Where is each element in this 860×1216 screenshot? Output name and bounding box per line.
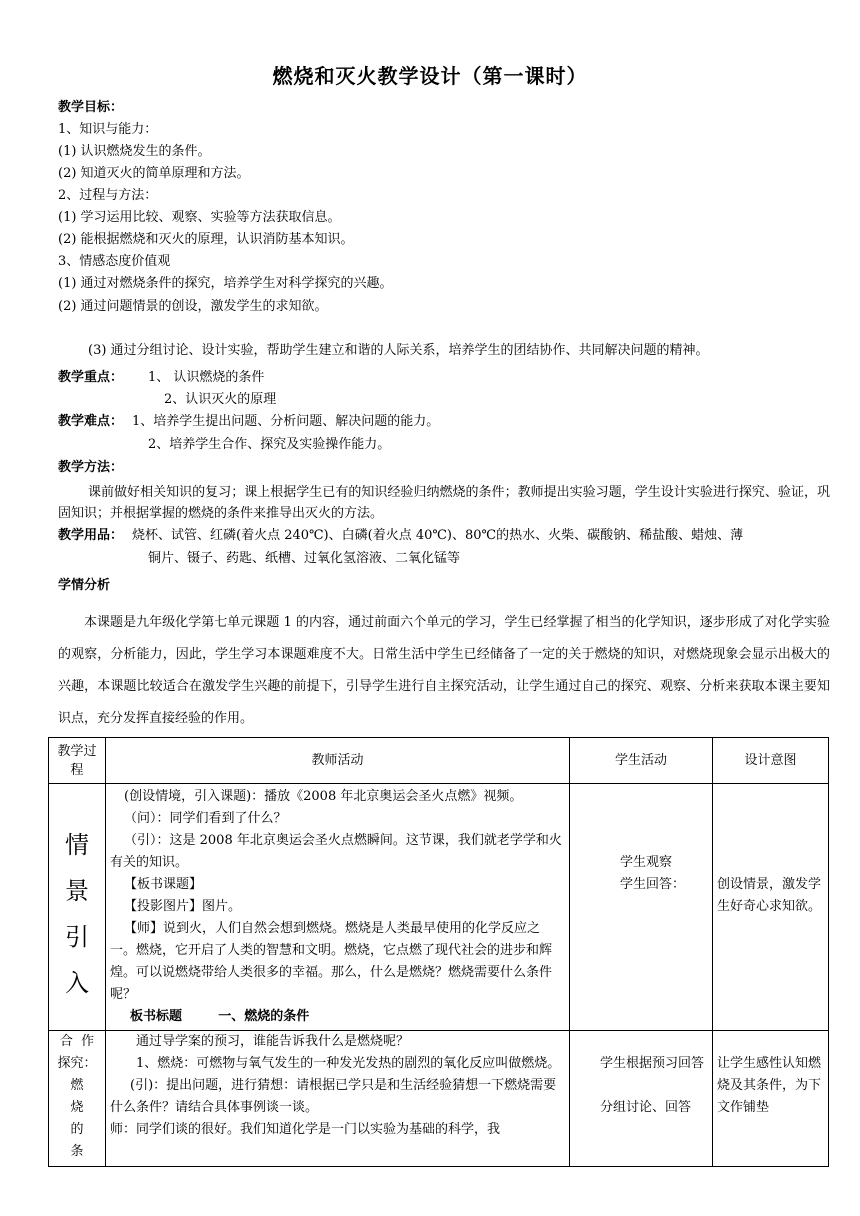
analysis-label: 学情分析 — [58, 578, 111, 593]
student-activity-cell — [570, 1031, 713, 1167]
intent-cell — [713, 1031, 829, 1167]
process-cell — [49, 784, 106, 1031]
difficulty-label: 教学难点： — [58, 414, 124, 429]
student-text: 学生观察 — [620, 855, 673, 870]
student-text: 分组讨论、回答 — [600, 1100, 692, 1115]
student-text: 学生根据预习回答 — [600, 1056, 705, 1071]
objective-line: (1) 认识燃烧发生的条件。 — [58, 144, 211, 159]
objective-line: 2、过程与方法： — [58, 188, 158, 203]
document-title: 燃烧和灭火教学设计（第一课时） — [272, 64, 588, 88]
objectives-label: 教学目标： — [58, 100, 124, 115]
objective-line: 3、情感态度价值观 — [58, 254, 171, 269]
process-char: 情 — [65, 831, 89, 859]
process-text: 合 作 — [59, 1034, 95, 1049]
process-text: 条 — [70, 1144, 84, 1159]
student-text: 学生回答： — [620, 877, 686, 892]
table-row — [49, 784, 829, 1031]
objective-line: 1、知识与能力： — [58, 122, 158, 137]
method-text: 课前做好相关知识的复习；课上根据学生已有的知识经验归纳燃烧的条件；教师提出实验习题，学生设计实验进行探究、验证，巩固知识；并根据掌握的燃烧的条件来推导出灭火的方法。 — [58, 485, 830, 521]
process-text: 燃 — [70, 1078, 84, 1093]
key-points-label: 教学重点： — [58, 370, 124, 385]
process-text: 探究： — [57, 1056, 97, 1071]
process-char: 景 — [65, 877, 89, 905]
teacher-activity-cell — [106, 784, 570, 1031]
teacher-text: （问）：同学们看到了什么？ — [124, 811, 287, 826]
teacher-text: （引）：这是 2008 年北京奥运会圣火点燃瞬间。这节课，我们就老学学和火有关的知识。 — [110, 833, 562, 870]
process-text: 烧 — [70, 1100, 84, 1115]
teacher-text: 1、燃烧：可燃物与氧气发生的一种发光发热的剧烈的氧化反应叫做燃烧。 — [136, 1056, 561, 1071]
objective-line: (2) 能根据燃烧和灭火的原理，认识消防基本知识。 — [58, 232, 354, 247]
teacher-text: 【板书课题】 — [124, 877, 203, 892]
objective-line: (2) 知道灭火的简单原理和方法。 — [58, 166, 250, 181]
key-point-2: 2、认识灭火的原理 — [164, 392, 277, 407]
difficulty-2: 2、培养学生合作、探究及实验操作能力。 — [148, 437, 391, 452]
tools-line-2: 铜片、镊子、药匙、纸槽、过氧化氢溶液、二氧化锰等 — [148, 551, 461, 566]
process-char: 引 — [65, 923, 89, 951]
objective-line: (1) 通过对燃烧条件的探究，培养学生对科学探究的兴趣。 — [58, 276, 393, 291]
teacher-activity-cell — [106, 1031, 570, 1167]
process-char: 入 — [65, 969, 89, 997]
analysis-text: 本课题是九年级化学第七单元课题 1 的内容，通过前面六个单元的学习，学生已经掌握了相当的化学知识，逐步形成了对化学实验的观察，分析能力，因此，学生学习本课题难度不大。日常生活中学生已经储备了一定的关于燃烧的知识，对燃烧现象会显示出极大的兴趣，本课题比较适合在激发学生兴趣的前提下，引导学生进行自主探究活动，让学生通过自己的探究、观察、分析来获取本课主要知识点，充分发挥直接经验的作用。 — [58, 615, 830, 726]
header-intent: 设计意图 — [713, 738, 829, 784]
table-row — [49, 1031, 829, 1167]
tools-line-1: 烧杯、试管、红磷(着火点 240℃)、白磷(着火点 40℃)、80℃的热水、火柴、碳酸钠、稀盐酸、蜡烛、薄 — [132, 528, 744, 543]
intent-cell — [713, 784, 829, 1031]
objective-line: (2) 通过问题情景的创设，激发学生的求知欲。 — [58, 299, 328, 314]
objective-line: (1) 学习运用比较、观察、实验等方法获取信息。 — [58, 210, 341, 225]
objective-line: (3) 通过分组讨论、设计实验，帮助学生建立和谐的人际关系，培养学生的团结协作、共同解决问题的精神。 — [88, 343, 709, 358]
teacher-text: 师：同学们谈的很好。我们知道化学是一门以实验为基础的科学，我 — [110, 1122, 501, 1137]
difficulty-1: 1、培养学生提出问题、分析问题、解决问题的能力。 — [132, 414, 440, 429]
intent-text: 创设情景，激发学生好奇心求知欲。 — [717, 877, 822, 914]
process-cell — [49, 1031, 106, 1167]
header-process: 教学过程 — [49, 738, 106, 784]
intent-text: 让学生感性认知燃烧及其条件，为下文作铺垫 — [717, 1056, 822, 1115]
lesson-table — [48, 737, 829, 1167]
teacher-text: 通过导学案的预习，谁能告诉我什么是燃烧呢？ — [136, 1034, 410, 1049]
key-point-1: 1、 认识燃烧的条件 — [148, 370, 265, 385]
header-teacher: 教师活动 — [106, 738, 570, 784]
board-title: 板书标题 一、燃烧的条件 — [130, 1009, 310, 1024]
process-text: 的 — [70, 1122, 84, 1137]
teacher-text: (创设情境，引入课题)：播放《2008 年北京奥运会圣火点燃》视频。 — [124, 789, 523, 804]
student-activity-cell — [570, 784, 713, 1031]
table-header-row — [49, 738, 829, 784]
teacher-text: 【投影图片】图片。 — [124, 899, 242, 914]
method-label: 教学方法： — [58, 460, 124, 475]
tools-label: 教学用品： — [58, 528, 124, 543]
teacher-text: 【师】说到火，人们自然会想到燃烧。燃烧是人类最早使用的化学反应之一。燃烧，它开启了人类的智慧和文明。燃烧，它点燃了现代社会的进步和辉煌。可以说燃烧带给人类很多的幸福。那么，什么是燃烧？燃烧需要什么条件呢？ — [110, 921, 553, 1002]
teacher-text: (引)：提出问题，进行猜想：请根据已学只是和生活经验猜想一下燃烧需要什么条件？请结合具体事例谈一谈。 — [110, 1078, 557, 1115]
header-student: 学生活动 — [570, 738, 713, 784]
